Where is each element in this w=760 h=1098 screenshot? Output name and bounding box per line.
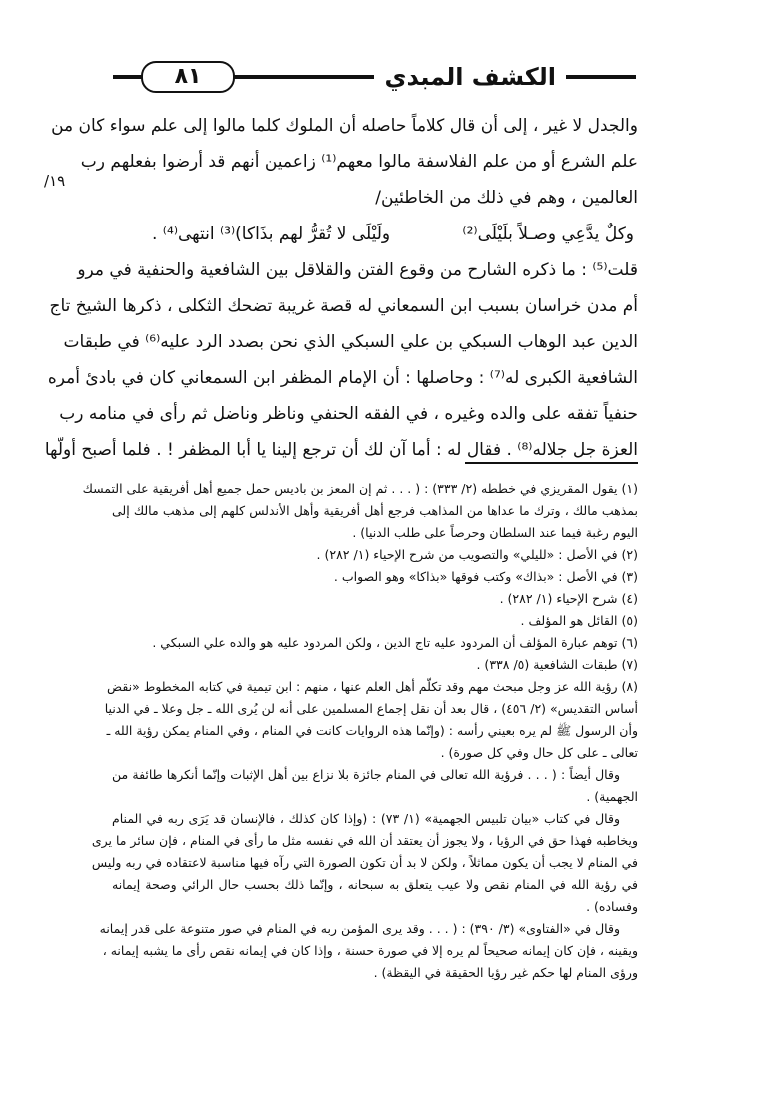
footnote-line: (٧) طبقات الشافعية (٥/ ٣٣٨) . bbox=[476, 657, 638, 672]
text-line: العالمين ، وهم في ذلك من الخاطئين/ bbox=[375, 188, 638, 208]
footnote-line: (٢) في الأصل : «لليلي» والتصويب من شرح الإحياء (١/ ٢٨٢) . bbox=[316, 547, 638, 562]
footnote bbox=[112, 632, 638, 654]
footnote-line: (١) يقول المقريزي في خططه (٢/ ٣٣٣) : ( . . . ثم إن المعز بن باديس حمل جميع أهل أفريقية على التمسك bbox=[82, 481, 638, 496]
main-text-block-2 bbox=[44, 252, 638, 468]
text-line: الشافعية الكبرى له⁽⁷⁾ : وحاصلها : أن الإمام المظفر ابن السمعاني كان في بادئ أمره bbox=[47, 368, 638, 388]
footnote bbox=[82, 478, 638, 544]
page-number: ٨١ bbox=[141, 61, 235, 93]
poetry-verse bbox=[112, 216, 638, 252]
footnote-line: في رؤية الله في المنام نقص ولا عيب يتعلق به سبحانه ، وإنّما ذلك بحسب حال الرائي وصحة إيمانه bbox=[112, 877, 638, 892]
text-line: أم مدن خراسان بسبب ابن السمعاني له قصة غريبة تضحك الثكلى ، ذكرها الشيخ تاج bbox=[49, 296, 638, 316]
footnote-line: اليوم رغبة فيما عند السلطان وحرصاً على طلب الدنيا) . bbox=[352, 525, 638, 540]
footnote-line: تعالى ـ على كل حال وفي كل صورة) . bbox=[440, 745, 638, 760]
footnotes bbox=[82, 478, 638, 984]
footnote-line: ورؤى المنام لها حكم غير رؤيا الحقيقة في اليقظة) . bbox=[373, 965, 638, 980]
footnote-line: (٦) توهم عبارة المؤلف أن المردود عليه تاج الدين ، ولكن المردود عليه هو والده علي السبكي . bbox=[152, 635, 638, 650]
footnote bbox=[112, 654, 638, 676]
footnote-line: أساس التقديس» (٢/ ٤٥٦) ، قال بعد أن نقل إجماع المسلمين على أنه لن يُرى الله ـ جل وعلا ـ في الدنيا bbox=[104, 701, 638, 716]
footnote-line: (٨) رؤية الله عز وجل مبحث مهم وقد تكلّم أهل العلم عنها ، منهم : ابن تيمية في كتابه المخطوط «نقض bbox=[107, 679, 638, 694]
footnote-line: (٤) شرح الإحياء (١/ ٢٨٢) . bbox=[499, 591, 638, 606]
text-line: والجدل لا غير ، إلى أن قال كلاماً حاصله أن الملوك كلما مالوا إلى علم سواء كان من bbox=[51, 116, 638, 136]
footnote bbox=[112, 610, 638, 632]
footnote-line: وقال في كتاب «بيان تلبيس الجهمية» (١/ ٧٣) : (وإذا كان كذلك ، فالإنسان قد يَرَى ربه في المنام bbox=[112, 811, 621, 826]
book-title: الكشف المبدي bbox=[374, 60, 566, 94]
footnote-line: ويخاطبه فهذا حق في الرؤيا ، ولا يجوز أن يعتقد أن الله في نفسه مثل ما رأى في المنام ، فإن سائر ما يرى bbox=[91, 833, 638, 848]
footnote-line: بمذهب مالك ، وترك ما عداها من المذاهب فرجع أهل أفريقية وأهل الأندلس كلهم إلى مذهب مالك إلى bbox=[112, 503, 638, 518]
margin-folio-note: ١٩/ bbox=[44, 172, 66, 190]
footnote-line: وقال أيضاً : ( . . . فرؤية الله تعالى في المنام جائزة بلا نزاع بين أهل الإثبات وإنّما أنكرها طائفة من bbox=[112, 767, 620, 782]
text-line: حنفياً تفقه على والده وغيره ، في الفقه الحنفي وناظر وناضل ثم رأى في منامه رب bbox=[59, 404, 638, 424]
text-line: العزة جل جلاله⁽⁸⁾ . فقال له : أما آن لك أن ترجع إلينا يا أبا المظفر ! . فلما أصبح أولّها bbox=[44, 440, 638, 460]
running-header bbox=[113, 60, 636, 94]
footnote-line: وقال في «الفتاوى» (٣/ ٣٩٠) : ( . . . وقد يرى المؤمن ربه في المنام في صور متنوعة على قدر إيمانه bbox=[99, 921, 620, 936]
footnote-line: (٣) في الأصل : «بذاك» وكتب فوقها «بذاكا» وهو الصواب . bbox=[333, 569, 638, 584]
text-line: الدين عبد الوهاب السبكي بن علي السبكي الذي نحن بصدد الرد عليه⁽⁶⁾ في طبقات bbox=[63, 332, 638, 352]
text-line: قلت⁽⁵⁾ : ما ذكره الشارح من وقوع الفتن والقلاقل بين الشافعية والحنفية في مرو bbox=[77, 260, 638, 280]
footnote-line: (٥) القائل هو المؤلف . bbox=[520, 613, 638, 628]
footnote-line: ويقينه ، فإن كان إيمانه صحيحاً لم يره إلا في صورة حسنة ، وإذا كان في إيمانه نقص رأى ما يشبه إيمانه ، bbox=[102, 943, 638, 958]
footnote bbox=[112, 566, 638, 588]
footnote bbox=[112, 764, 638, 808]
footnote-line: وفساده) . bbox=[586, 899, 638, 914]
footnote-line: في المنام لا يجب أن يكون مماثلاً ، ولكن لا بد أن تكون الصورة التي رآه فيها مناسبة لاعتقاده في ربه وليس bbox=[91, 855, 638, 870]
footnote bbox=[112, 588, 638, 610]
footnote-line: وأن الرسول ﷺ لم يره بعيني رأسه : (وإنّما هذه الروايات كانت في المنام ، وفي المنام يمكن رؤية الله ـ bbox=[106, 723, 638, 738]
footnote-line: الجهمية) . bbox=[586, 789, 638, 804]
text-line: علم الشرع أو من علم الفلاسفة مالوا معهم⁽¹⁾ زاعمين أنهم قد أرضوا بفعلهم رب bbox=[80, 152, 638, 172]
footnote bbox=[99, 918, 638, 984]
verse-second-hemistich: ولَيْلَى لا تُقرُّ لهم بذَاكا)⁽³⁾ انتهى⁽⁴⁾ . bbox=[152, 224, 391, 244]
footnote bbox=[104, 676, 638, 764]
footnote bbox=[112, 544, 638, 566]
footnote bbox=[91, 808, 638, 918]
footnote-separator bbox=[465, 462, 638, 464]
verse-first-hemistich: وكلٌ يدَّعِي وصـلاً بلَيْلَى⁽²⁾ bbox=[462, 224, 634, 244]
